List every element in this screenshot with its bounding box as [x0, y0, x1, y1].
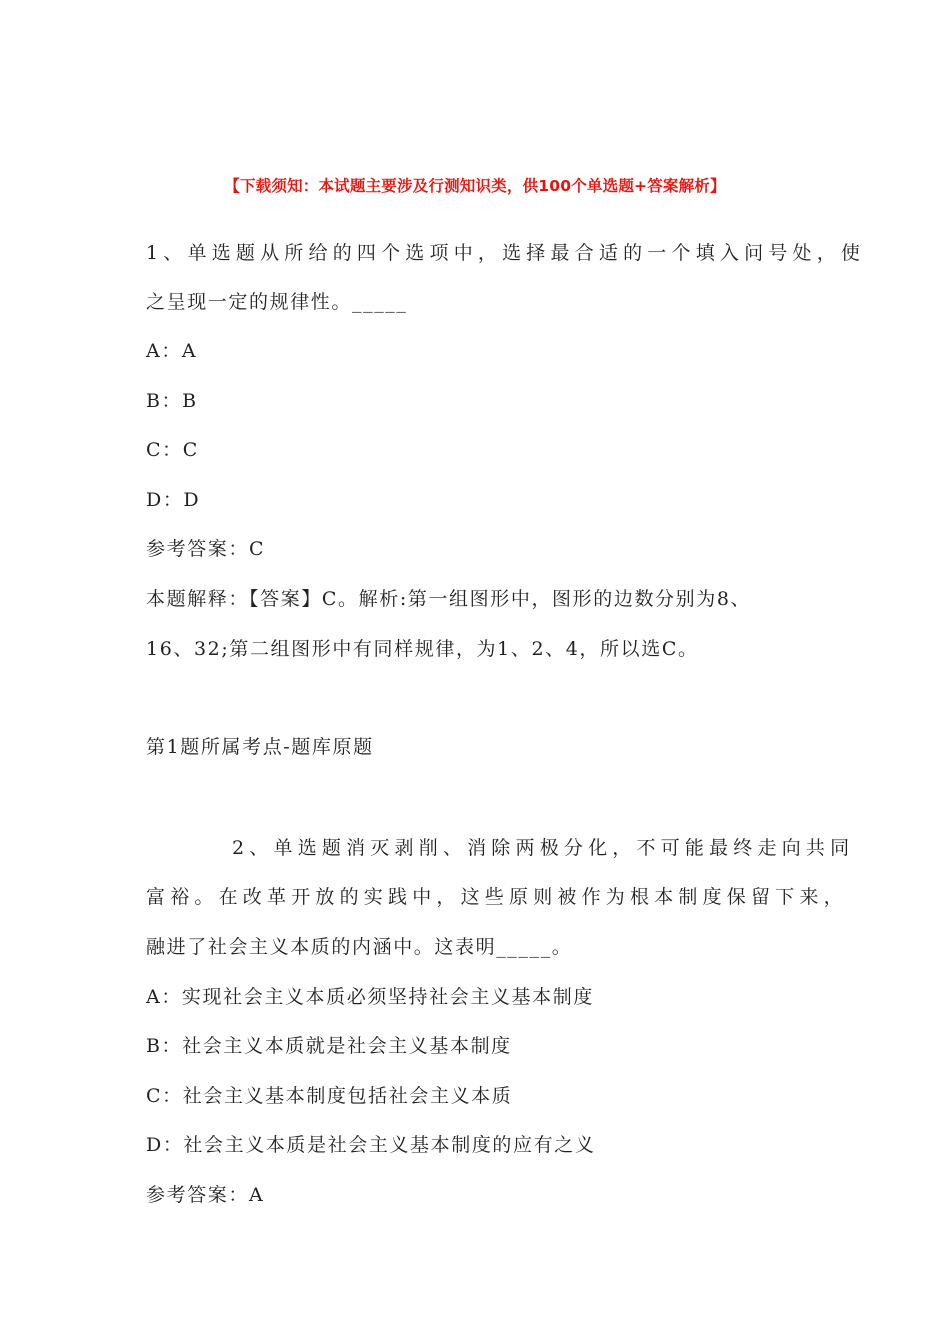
q1-option-b: B：B [146, 390, 198, 412]
q2-stem-line2: 富裕。在改革开放的实践中，这些原则被作为根本制度保留下来， [146, 886, 848, 908]
q2-option-c: C：社会主义基本制度包括社会主义本质 [146, 1085, 513, 1107]
q1-option-a: A：A [146, 340, 198, 362]
q2-stem-line1: 2、单选题消灭剥削、消除两极分化，不可能最终走向共同 [232, 837, 855, 859]
q1-option-c: C：C [146, 439, 199, 461]
download-notice: 【下载须知：本试题主要涉及行测知识类，供100个单选题+答案解析】 [224, 177, 726, 195]
q1-stem-line1: 1、单选题从所给的四个选项中，选择最合适的一个填入问号处，使 [146, 242, 866, 264]
q1-topic: 第1题所属考点-题库原题 [146, 736, 374, 758]
q2-answer: 参考答案：A [146, 1184, 265, 1206]
q1-explanation-line1: 本题解释：【答案】C。解析:第一组图形中，图形的边数分别为8、 [146, 588, 752, 610]
q2-stem-line3: 融进了社会主义本质的内涵中。这表明_____。 [146, 936, 573, 958]
q1-answer: 参考答案：C [146, 538, 266, 560]
q2-option-a: A：实现社会主义本质必须坚持社会主义基本制度 [146, 986, 594, 1008]
q1-explanation-line2: 16、32;第二组图形中有同样规律，为1、2、4，所以选C。 [146, 638, 699, 660]
q2-option-b: B：社会主义本质就是社会主义基本制度 [146, 1035, 512, 1057]
q1-stem-line2: 之呈现一定的规律性。_____ [146, 291, 408, 313]
q2-option-d: D：社会主义本质是社会主义基本制度的应有之义 [146, 1134, 596, 1156]
q1-option-d: D：D [146, 489, 201, 511]
